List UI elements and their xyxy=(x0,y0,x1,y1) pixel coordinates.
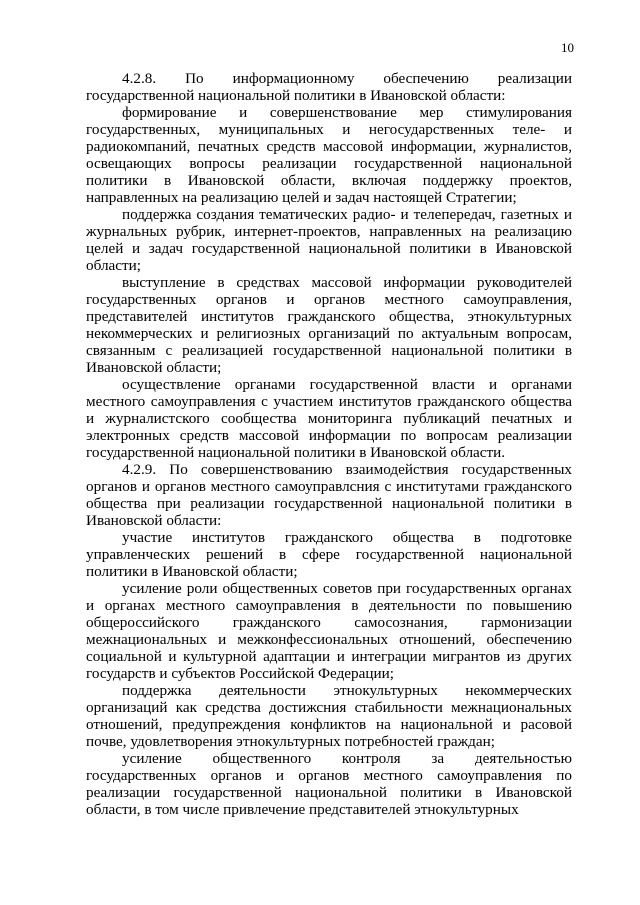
paragraph-public-councils: усиление роли общественных советов при государственных органах и органах местного самоуправления в деятельности по повышению общероссийского гражданского самосознания, гармонизации межнациональных и межконфессиональных отношений, обеспечению социальной и культурной адаптации и интеграции мигрантов из других государств и субъектов Российской Федерации; xyxy=(86,580,572,682)
document-body xyxy=(86,70,572,818)
paragraph-public-control: усиление общественного контроля за деятельностью государственных органов и органов местного самоуправления по реализации государственной национальной политики в Ивановской области, в том числе привлечение представителей этнокультурных xyxy=(86,750,572,818)
paragraph-ethnocultural-support: поддержка деятельности этнокультурных некоммерческих организаций как средства достижсния стабильности межнациональных отношений, предупреждения конфликтов на национальной и расовой почве, удовлетворения этнокультурных потребностей граждан; xyxy=(86,682,572,750)
paragraph-media-incentives: формирование и совершенствование мер стимулирования государственных, муниципальных и негосударственных теле- и радиокомпаний, печатных средств массовой информации, журналистов, освещающих вопросы реализации государственной национальной политики в Ивановской области, включая поддержку проектов, направленных на реализацию целей и задач настоящей Стратегии; xyxy=(86,104,572,206)
paragraph-4-2-8-heading: 4.2.8. По информационному обеспечению реализации государственной национальной политики в Ивановской области: xyxy=(86,70,572,104)
paragraph-publication-monitoring: осуществление органами государственной власти и органами местного самоуправления с участием институтов гражданского общества и журналистского сообщества мониторинга публикаций печатных и электронных средств массовой информации по вопросам реализации государственной национальной политики в Ивановской области. xyxy=(86,376,572,461)
paragraph-media-appearances: выступление в средствах массовой информации руководителей государственных органов и органов местного самоуправления, представителей институтов гражданского общества, этнокультурных некоммерческих и религиозных организаций по актуальным вопросам, связанным с реализацией государственной национальной политики в Ивановской области; xyxy=(86,274,572,376)
paragraph-civil-participation: участие институтов гражданского общества в подготовке управленческих решений в сфере государственной национальной политики в Ивановской области; xyxy=(86,529,572,580)
page-number: 10 xyxy=(561,40,574,55)
paragraph-thematic-programs: поддержка создания тематических радио- и телепередач, газетных и журнальных рубрик, интернет-проектов, направленных на реализацию целей и задач государственной национальной политики в Ивановской области; xyxy=(86,206,572,274)
paragraph-4-2-9-heading: 4.2.9. По совершенствованию взаимодействия государственных органов и органов местного самоуправлсния с институтами гражданского общества при реализации государственной национальной политики в Ивановской области: xyxy=(86,461,572,529)
